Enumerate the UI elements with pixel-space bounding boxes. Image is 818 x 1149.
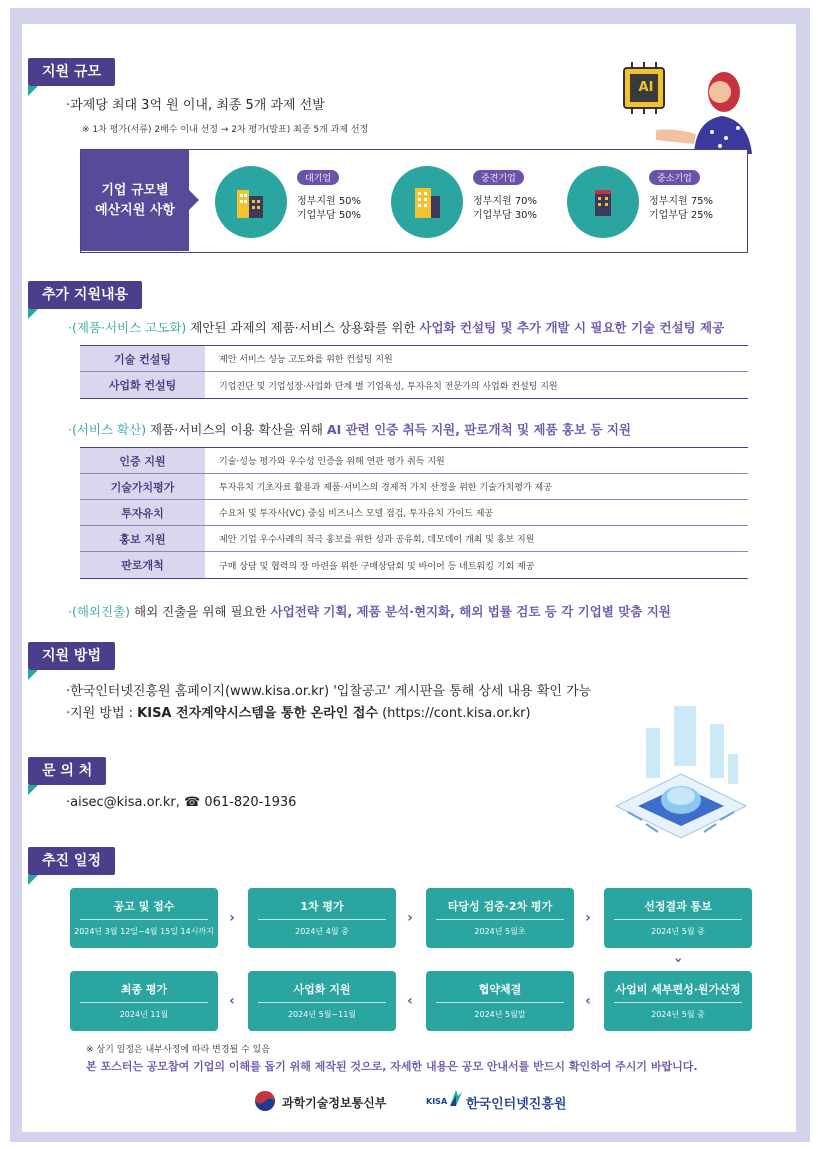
table-cell: 제안 기업 우수사례의 적극 홍보를 위한 성과 공유회, 데모데이 개최 및 홍보 지원 [219,535,535,545]
corp-small [567,162,737,242]
corp-large [215,162,385,242]
step-title: 공고 및 접수 [113,900,175,913]
method-line-2-b: KISA 전자계약시스템을 통한 온라인 접수 [137,706,378,721]
step-title: 선정결과 통보 [644,900,712,913]
budget-label-line2: 예산지원 사항 [95,202,175,218]
chevron-left-icon: ‹ [407,993,413,1009]
table-row [80,552,748,578]
table-cell: 구매 상담 및 협력의 장 마련을 위한 구매상담회 및 바이어 등 네트워킹 기회 제공 [219,561,535,572]
table-cell: 기업진단 및 기업성장·사업화 단계 별 기업육성, 투자유치 전문가의 사업화 컨설팅 지원 [219,381,558,392]
schedule-step [426,971,574,1031]
table-row [80,448,748,474]
table-head: 사업화 컨설팅 [80,372,205,398]
chevron-down-icon: › [670,957,686,963]
step-title: 타당성 검증·2차 평가 [447,900,553,913]
table-head: 홍보 지원 [80,526,205,551]
building-large-icon [215,166,287,238]
table-head: 판로개척 [80,552,205,578]
table-head: 기술 컨설팅 [80,346,205,371]
table-head: 투자유치 [80,500,205,525]
budget-box [80,149,748,253]
method-line-2-c: (https://cont.kisa.or.kr) [377,706,531,721]
expansion-table [80,447,748,579]
section-tag-method: 지원 방법 [28,642,115,670]
extra-para-3 [68,602,671,620]
schedule-note: ※ 상기 일정은 내부사정에 따라 변경될 수 있음 [86,1045,271,1055]
corp-own: 기업부담 50% [297,210,362,221]
step-title: 협약체결 [478,983,522,996]
chevron-right-icon: › [229,910,235,926]
step-date: 2024년 3월 12일~4월 15일 14시까지 [74,927,214,936]
schedule-step [426,888,574,948]
consulting-table [80,345,748,399]
corp-own: 기업부담 30% [473,210,538,221]
table-row [80,526,748,552]
budget-label-line1: 기업 규모별 [101,182,169,198]
kisa-logo-icon [448,1088,464,1108]
building-mid-icon [391,166,463,238]
section-tag-extra: 추가 지원내용 [28,281,142,309]
section-tag-contact: 문 의 처 [28,757,106,785]
chevron-right-icon: › [407,910,413,926]
table-head: 인증 지원 [80,448,205,473]
step-date: 2024년 11월 [119,1010,169,1019]
method-line-2 [66,702,531,721]
corp-badge: 중소기업 [649,170,700,185]
ai-chip-label: AI [638,80,654,95]
schedule-step [70,888,218,948]
step-date: 2024년 5월~11월 [287,1010,357,1019]
step-title: 1차 평가 [300,900,344,913]
step-date: 2024년 5월 중 [651,1010,705,1019]
chevron-right-icon: › [585,910,591,926]
schedule-step [70,971,218,1031]
budget-label [81,150,189,251]
table-cell: 수요처 및 투자사(VC) 중심 비즈니스 모델 점검, 투자유치 가이드 제공 [219,509,494,519]
ministry-logo-icon [254,1090,276,1112]
table-cell: 기술·성능 평가와 우수성 인증을 위해 연관 평가 취득 지원 [219,457,445,467]
section-tag-schedule: 추진 일정 [28,847,115,875]
contact-line: ·aisec@kisa.or.kr, ☎ 061-820-1936 [66,795,297,810]
kisa-mark: KISA [426,1097,448,1106]
scale-line: ·과제당 최대 3억 원 이내, 최종 5개 과제 선발 [66,98,325,113]
extra-para-2-mid: 제품·서비스의 이용 확산을 위해 [146,422,327,437]
corp-badge: 대기업 [297,170,339,185]
ai-chip-illustration [606,704,756,854]
step-title: 사업화 지원 [293,983,351,996]
corp-badge: 중견기업 [473,170,524,185]
corp-mid [391,162,561,242]
step-title: 최종 평가 [120,983,168,996]
scale-note: ※ 1차 평가(서류) 2배수 이내 선정 → 2차 평가(발표) 최종 5개 과제 선정 [82,125,369,135]
ai-woman-illustration [616,58,756,154]
extra-para-3-highlight: 사업전략 기획, 제품 분석·현지화, 해외 법률 검토 등 각 기업별 맞춤 지원 [270,604,671,619]
extra-para-3-mid: 해외 진출을 위해 필요한 [130,604,271,619]
schedule-step [604,888,752,948]
corp-gov: 정부지원 50% [297,196,362,207]
schedule-step [248,888,396,948]
corp-gov: 정부지원 70% [473,196,538,207]
method-line-2-a: ·지원 방법 : [66,706,138,721]
chevron-left-icon: ‹ [585,993,591,1009]
schedule-step [604,971,752,1031]
extra-para-2 [68,420,631,438]
table-row [80,500,748,526]
table-head: 기술가치평가 [80,474,205,499]
table-row [80,372,748,398]
extra-para-1 [68,318,724,336]
extra-para-1-prefix: ·(제품·서비스 고도화) [68,320,187,335]
step-date: 2024년 5월초 [474,927,526,936]
schedule-step [248,971,396,1031]
table-cell: 투자유치 기초자료 활용과 제품·서비스의 경제적 가치 산정을 위한 기술가치평가 제공 [219,483,552,493]
table-cell: 제안 서비스 성능 고도화를 위한 컨설팅 지원 [219,355,393,365]
step-date: 2024년 5월 중 [651,927,705,936]
extra-para-1-highlight: 사업화 컨설팅 및 추가 개발 시 필요한 기술 컨설팅 제공 [419,320,725,335]
table-row [80,346,748,372]
corp-gov: 정부지원 75% [649,196,714,207]
poster-disclaimer: 본 포스터는 공모참여 기업의 이해를 돕기 위해 제작된 것으로, 자세한 내용은 공모 안내서를 반드시 확인하여 주시기 바랍니다. [86,1060,698,1073]
chevron-left-icon: ‹ [229,993,235,1009]
building-small-icon [567,166,639,238]
extra-para-1-mid: 제안된 과제의 제품·서비스 상용화를 위한 [186,320,420,335]
step-title: 사업비 세부편성·원가산정 [615,983,741,996]
section-tag-scale: 지원 규모 [28,58,115,86]
extra-para-2-highlight: AI 관련 인증 취득 지원, 판로개척 및 제품 홍보 등 지원 [326,422,631,437]
extra-para-3-prefix: ·(해외진출) [68,604,131,619]
corp-own: 기업부담 25% [649,210,714,221]
method-line-1: ·한국인터넷진흥원 홈페이지(www.kisa.or.kr) '입찰공고' 게시판을 통해 상세 내용 확인 가능 [66,684,592,699]
step-date: 2024년 5월말 [474,1010,526,1019]
poster-page [22,24,796,1132]
extra-para-2-prefix: ·(서비스 확산) [68,422,147,437]
table-row [80,474,748,500]
kisa-name: 한국인터넷진흥원 [466,1097,567,1112]
step-date: 2024년 4월 중 [295,927,349,936]
ministry-name: 과학기술정보통신부 [282,1096,387,1110]
